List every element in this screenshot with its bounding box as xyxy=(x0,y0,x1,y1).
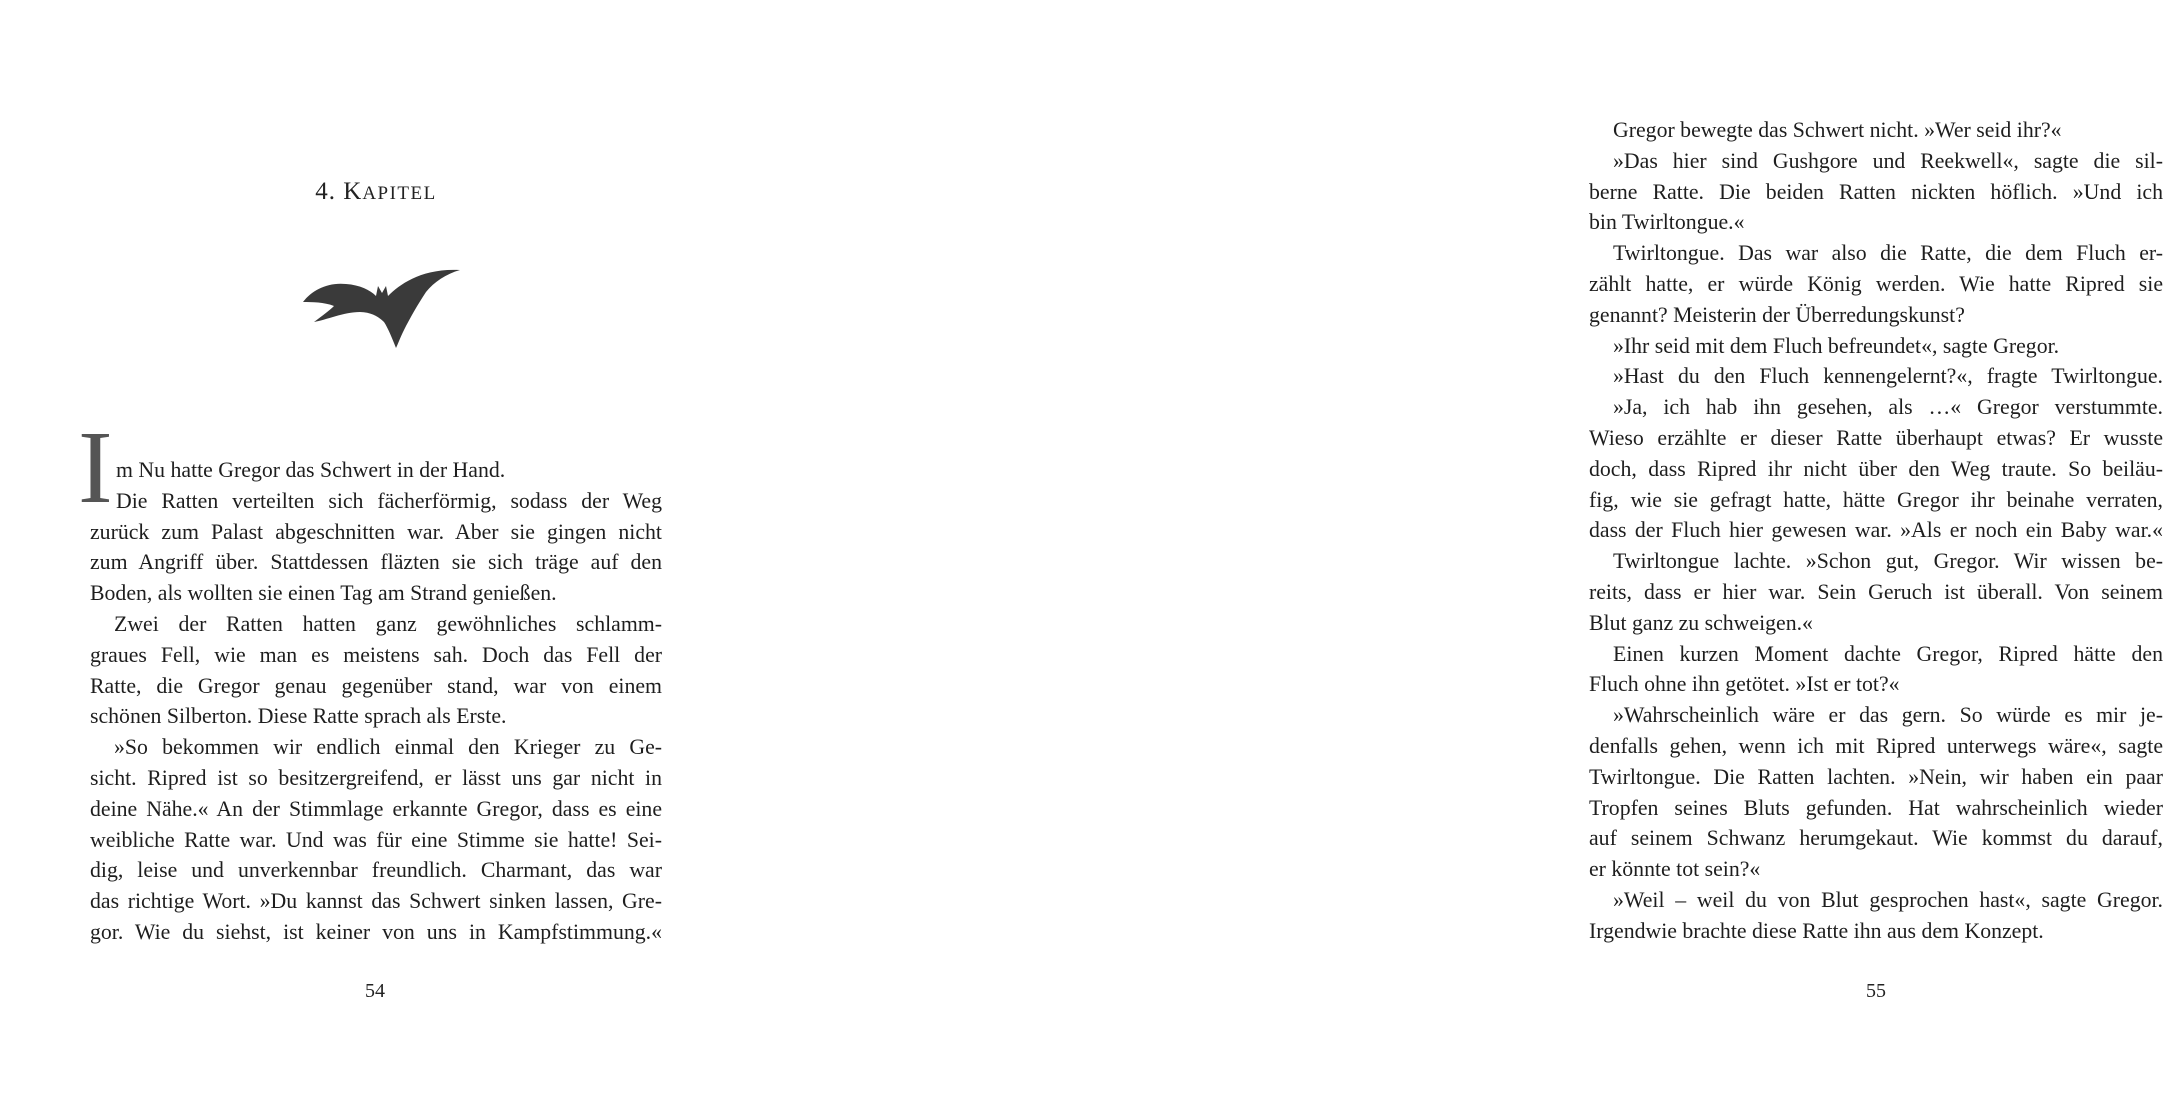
text-line: das richtige Wort. »Du kannst das Schwert sinken lassen, Gre- xyxy=(90,889,662,914)
text-line: auf seinem Schwanz herumgekaut. Wie kommst du darauf, xyxy=(1589,826,2163,851)
drop-cap: I xyxy=(78,410,113,525)
page-number-left: 54 xyxy=(365,980,385,1002)
bat-icon xyxy=(300,260,464,350)
text-line: dass der Fluch hier gewesen war. »Als er noch ein Baby war.« xyxy=(1589,518,2163,543)
text-line: zählt hatte, er würde König werden. Wie hatte Ripred sie xyxy=(1589,271,2163,296)
right-page xyxy=(750,0,2163,1098)
text-line: zurück zum Palast abgeschnitten war. Aber sie gingen nicht xyxy=(90,519,662,544)
text-line: Zwei der Ratten hatten ganz gewöhnliches schlamm- xyxy=(114,611,662,636)
text-line: »Ja, ich hab ihn gesehen, als …« Gregor verstummte. xyxy=(1613,395,2163,420)
text-line: »Wahrscheinlich wäre er das gern. So würde es mir je- xyxy=(1613,703,2163,728)
text-line: berne Ratte. Die beiden Ratten nickten höflich. »Und ich xyxy=(1589,179,2163,204)
right-body-text xyxy=(1589,115,2163,947)
text-line: Twirltongue lachte. »Schon gut, Gregor. Wir wissen be- xyxy=(1613,549,2163,574)
text-line: reits, dass er hier war. Sein Geruch ist überall. Von seinem xyxy=(1589,579,2163,604)
text-line: »Das hier sind Gushgore und Reekwell«, sagte die sil- xyxy=(1613,148,2163,173)
text-line: Twirltongue. Die Ratten lachten. »Nein, wir haben ein paar xyxy=(1589,764,2163,789)
text-line: Einen kurzen Moment dachte Gregor, Ripred hätte den xyxy=(1613,641,2163,666)
text-line: er könnte tot sein?« xyxy=(1589,857,1761,882)
text-line: »Hast du den Fluch kennengelernt?«, fragte Twirltongue. xyxy=(1613,364,2163,389)
text-line: bin Twirltongue.« xyxy=(1589,210,1745,235)
text-line: Wieso erzählte er dieser Ratte überhaupt etwas? Er wusste xyxy=(1589,425,2163,450)
chapter-label-cap: K xyxy=(343,178,363,205)
text-line: Twirltongue. Das war also die Ratte, die dem Fluch er- xyxy=(1613,241,2163,266)
text-line: weibliche Ratte war. Und was für eine Stimme sie hatte! Sei- xyxy=(90,827,662,852)
text-line: Gregor bewegte das Schwert nicht. »Wer seid ihr?« xyxy=(1613,118,2062,142)
text-line: dig, leise und unverkennbar freundlich. Charmant, das war xyxy=(90,858,662,883)
text-line: graues Fell, wie man es meistens sah. Doch das Fell der xyxy=(90,642,662,667)
text-line: gor. Wie du siehst, ist keiner von uns in Kampfstimmung.« xyxy=(90,919,662,944)
left-page xyxy=(0,0,750,1098)
text-line: Tropfen seines Bluts gefunden. Hat wahrscheinlich wieder xyxy=(1589,795,2163,820)
text-line: zum Angriff über. Stattdessen fläzten sie sich träge auf den xyxy=(90,550,662,575)
text-line: Boden, als wollten sie einen Tag am Strand genießen. xyxy=(90,581,557,606)
text-line: Blut ganz zu schweigen.« xyxy=(1589,610,1813,635)
text-line: fig, wie sie gefragt hatte, hätte Gregor ihr beinahe verraten, xyxy=(1589,487,2163,512)
text-line: Ratte, die Gregor genau gegenüber stand, war von einem xyxy=(90,673,662,698)
text-line: Irgendwie brachte diese Ratte ihn aus dem Konzept. xyxy=(1589,918,2044,943)
text-line: m Nu hatte Gregor das Schwert in der Hand. xyxy=(116,458,506,482)
chapter-label-rest: APITEL xyxy=(362,183,437,204)
left-body-text xyxy=(90,455,662,948)
text-line: schönen Silberton. Diese Ratte sprach als Erste. xyxy=(90,704,507,729)
chapter-number: 4. xyxy=(315,178,336,205)
text-line: genannt? Meisterin der Überredungskunst? xyxy=(1589,302,1965,327)
page-number-right: 55 xyxy=(1866,980,1886,1002)
text-line: »Weil – weil du von Blut gesprochen hast«, sagte Gregor. xyxy=(1613,887,2163,912)
text-line: Die Ratten verteilten sich fächerförmig, sodass der Weg xyxy=(116,488,662,513)
chapter-title xyxy=(90,176,662,210)
text-line: sicht. Ripred ist so besitzergreifend, er lässt uns gar nicht in xyxy=(90,765,662,790)
text-line: »Ihr seid mit dem Fluch befreundet«, sagte Gregor. xyxy=(1613,333,2060,358)
text-line: denfalls gehen, wenn ich mit Ripred unterwegs wäre«, sagte xyxy=(1589,733,2163,758)
text-line: doch, dass Ripred ihr nicht über den Weg traute. So beiläu- xyxy=(1589,456,2163,481)
text-line: Fluch ohne ihn getötet. »Ist er tot?« xyxy=(1589,672,1900,697)
text-line: »So bekommen wir endlich einmal den Krieger zu Ge- xyxy=(114,735,662,760)
text-line: deine Nähe.« An der Stimmlage erkannte Gregor, dass es eine xyxy=(90,796,662,821)
